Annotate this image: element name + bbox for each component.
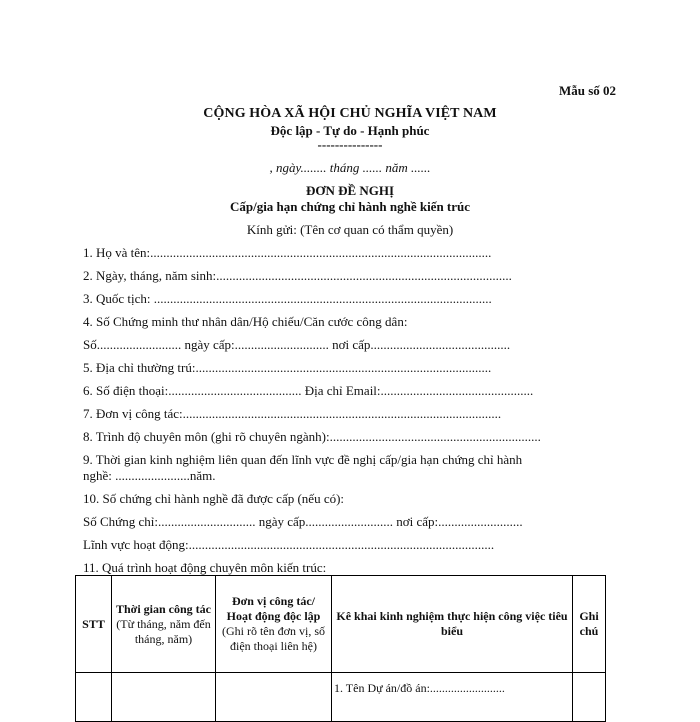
field-date-of-birth: 2. Ngày, tháng, năm sinh:........................................................................................... <box>83 268 512 283</box>
cell-work-unit <box>216 673 332 722</box>
field-nationality: 3. Quốc tịch: ........................................................................................................ <box>83 291 492 306</box>
field-experience-line1: 9. Thời gian kinh nghiệm liên quan đến lĩnh vực đề nghị cấp/gia hạn chứng chỉ hành <box>83 452 523 467</box>
header-notes: Ghi chú <box>573 576 606 673</box>
header-work-unit: Đơn vị công tác/ Hoạt động độc lập (Ghi rõ tên đơn vị, số điện thoại liên hệ) <box>216 576 332 673</box>
cell-stt <box>76 673 112 722</box>
header-time-period: Thời gian công tác (Từ tháng, năm đến tháng, năm) <box>112 576 216 673</box>
cell-time-period <box>112 673 216 722</box>
field-phone-email: 6. Số điện thoại:......................................... Địa chỉ Email:............................................... <box>83 383 534 398</box>
header-separator: --------------- <box>317 137 383 152</box>
field-experience-line2: nghề: .......................năm. <box>83 468 216 483</box>
field-full-name: 1. Họ và tên:......................................................................................................... <box>83 245 492 260</box>
cell-notes <box>573 673 606 722</box>
cell-experience: 1. Tên Dự án/đồ án:......................... <box>332 673 573 722</box>
form-title: ĐƠN ĐỀ NGHỊ <box>305 183 395 198</box>
recipient-line: Kính gửi: (Tên cơ quan có thẩm quyền) <box>246 222 454 237</box>
table-row <box>76 673 606 722</box>
field-activity-area: Lĩnh vực hoạt động:.............................................................................................. <box>83 537 495 552</box>
field-qualification: 8. Trình độ chuyên môn (ghi rõ chuyên ngành):................................................................. <box>83 429 541 444</box>
header-experience: Kê khai kinh nghiệm thực hiện công việc tiêu biểu <box>332 576 573 673</box>
field-address: 5. Địa chỉ thường trú:........................................................................................... <box>83 360 492 375</box>
field-id-heading: 4. Số Chứng minh thư nhân dân/Hộ chiếu/Căn cước công dân: <box>83 314 408 329</box>
motto: Độc lập - Tự do - Hạnh phúc <box>270 123 430 138</box>
form-number: Mẫu số 02 <box>558 83 616 98</box>
header-stt: STT <box>76 576 112 673</box>
field-certificate-heading: 10. Số chứng chỉ hành nghề đã được cấp (nếu có): <box>83 491 345 506</box>
field-id-details: Số.......................... ngày cấp:............................. nơi cấp........................................... <box>83 337 511 352</box>
date-line: , ngày........ tháng ...... năm ...... <box>269 160 431 175</box>
table-header-row <box>76 576 606 673</box>
form-subtitle: Cấp/gia hạn chứng chỉ hành nghề kiến trúc <box>229 199 471 214</box>
country-name: CỘNG HÒA XÃ HỘI CHỦ NGHĨA VIỆT NAM <box>203 106 497 121</box>
field-workplace: 7. Đơn vị công tác:.................................................................................................. <box>83 406 502 421</box>
field-activity-history: 11. Quá trình hoạt động chuyên môn kiến trúc: <box>83 560 327 575</box>
field-certificate-details: Số Chứng chỉ:.............................. ngày cấp........................... nơi cấp:.......................... <box>83 514 523 529</box>
